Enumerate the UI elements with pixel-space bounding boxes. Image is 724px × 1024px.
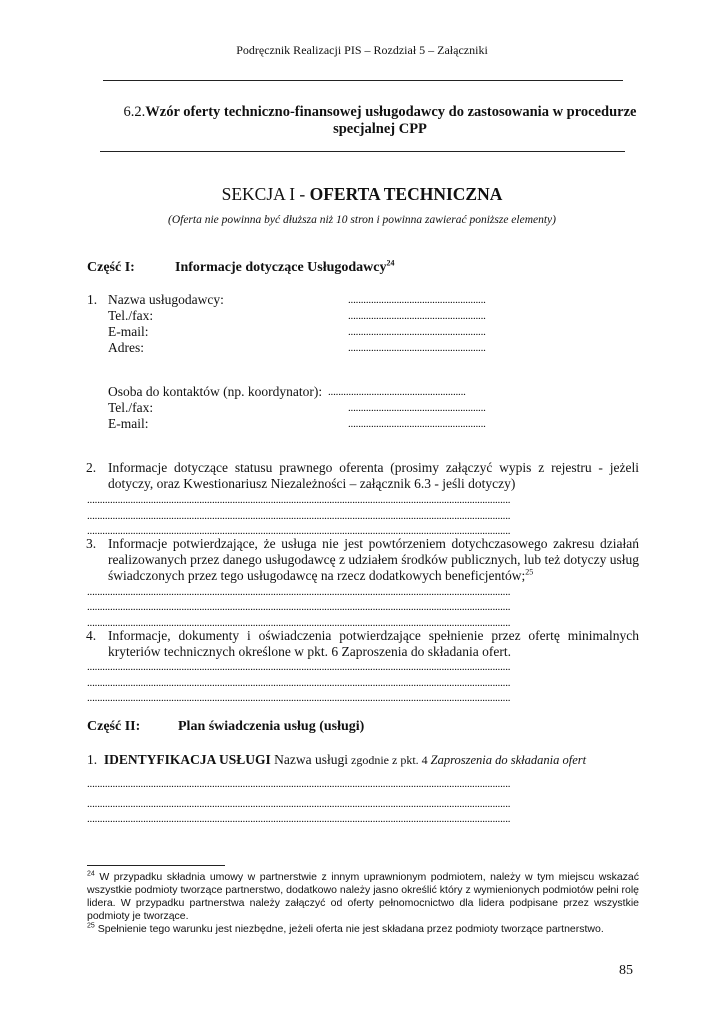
fill-line-item3-2: ......................................................................................................................................................................: [87, 601, 511, 613]
fill-line-item2-2: ......................................................................................................................................................................: [87, 510, 511, 522]
fill-line-item4-2: ......................................................................................................................................................................: [87, 677, 511, 689]
field-label-email: E-mail:: [108, 324, 149, 339]
part2-item1-small: zgodnie z pkt. 4: [348, 753, 431, 767]
fill-line-name: ......................................................: [348, 294, 486, 306]
fill-line-contact-telfax: ......................................................: [348, 402, 486, 414]
item3-number: 3.: [86, 536, 97, 551]
field-label-address: Adres:: [108, 340, 144, 355]
title-number: 6.2.: [123, 104, 146, 120]
section-subtitle: (Oferta nie powinna być dłuższa niż 10 stron i powinna zawierać poniższe elementy): [168, 214, 556, 226]
part1-label: Część I:: [87, 260, 135, 275]
part2-item1-italic: Zaproszenia do składania ofert: [430, 753, 587, 767]
part2-title: Plan świadczenia usług (usługi): [178, 719, 365, 734]
footnote-ref-25: 25: [525, 567, 534, 577]
field-label-telfax: Tel./fax:: [108, 308, 154, 323]
item3-text: Informacje potwierdzające, że usługa nie jest powtórzeniem dotychczasowego zakresu działań realizowanych przez danego usługodawcę z udziałem środków publicznych, lub też dotyczy usług świadczonych przez tego usługodawcę na rzecz dodatkowych beneficjentów;: [108, 536, 639, 583]
item4-paragraph: [86, 628, 639, 660]
footnote-separator: [87, 865, 225, 866]
section-heading: [0, 184, 724, 205]
fill-line-item2-1: ......................................................................................................................................................................: [87, 494, 511, 506]
footnote-25-text: Spełnienie tego warunku jest niezbędne, jeżeli oferta nie jest składana przez podmioty tworzące partnerstwo.: [94, 923, 604, 935]
document-title: [100, 104, 660, 138]
header-rule: [103, 80, 623, 81]
fill-line-part2-1: ......................................................................................................................................................................: [87, 778, 511, 790]
section-prefix: SEKCJA I -: [221, 184, 310, 204]
page-number: 85: [619, 963, 633, 978]
field-label-name: Nazwa usługodawcy:: [108, 292, 224, 307]
part2-item1-text: Nazwa usługi: [270, 752, 349, 767]
field-label-contact: Osoba do kontaktów (np. koordynator):: [108, 384, 323, 399]
part2-item1: [87, 752, 586, 768]
fill-line-item4-3: ......................................................................................................................................................................: [87, 692, 511, 704]
footnote-24-text: W przypadku składnia umowy w partnerstwie z innym uprawnionym podmiotem, należy w tym miejscu wskazać wszystkie podmioty tworzące partnerstwo, dodatkowo należy jasno określić który z wymienionych podmiotów pełni rolę lidera. W przypadku partnerstwa należy załączyć od oferty pełnomocnictwo dla lidera podpisane przez wszystkie podmioty je tworzące.: [87, 871, 639, 922]
section-title: OFERTA TECHNICZNA: [309, 184, 503, 204]
fill-line-item3-1: ......................................................................................................................................................................: [87, 586, 511, 598]
footnote-24-marker: 24: [87, 870, 95, 878]
item2-paragraph: [86, 460, 639, 492]
footnote-25-marker: 25: [87, 922, 95, 930]
item4-text: Informacje, dokumenty i oświadczenia potwierdzające spełnienie przez ofertę minimalnych kryteriów technicznych określone w pkt. 6 Zaproszenia do składania ofert.: [108, 628, 639, 659]
title-rule: [100, 151, 625, 152]
item2-text: Informacje dotyczące statusu prawnego oferenta (prosimy załączyć wypis z rejestru - jeżeli dotyczy, oraz Kwestionariusz Niezależności – załącznik 6.3 - jeśli dotyczy): [108, 460, 639, 491]
item4-number: 4.: [86, 628, 97, 643]
part2-item1-bold: IDENTYFIKACJA USŁUGI: [103, 752, 271, 767]
item2-number: 2.: [86, 460, 97, 475]
fill-line-contact: ......................................................: [328, 386, 466, 398]
fill-line-item3-3: ......................................................................................................................................................................: [87, 617, 511, 629]
footnote-25: [87, 923, 639, 936]
part1-title: [175, 260, 395, 276]
fill-line-address: ......................................................: [348, 342, 486, 354]
part2-item1-number: 1.: [87, 752, 98, 767]
fill-line-contact-email: ......................................................: [348, 418, 486, 430]
fill-line-telfax: ......................................................: [348, 310, 486, 322]
running-header: Podręcznik Realizacji PIS – Rozdział 5 – Załączniki: [236, 43, 488, 57]
part2-label: Część II:: [87, 719, 141, 734]
fill-line-item4-1: ......................................................................................................................................................................: [87, 661, 511, 673]
footnote-ref-24: 24: [386, 258, 395, 268]
fill-line-email: ......................................................: [348, 326, 486, 338]
field-label-contact-telfax: Tel./fax:: [108, 400, 154, 415]
part1-title-text: Informacje dotyczące Usługodawcy: [175, 260, 387, 275]
fill-line-item2-3: ......................................................................................................................................................................: [87, 525, 511, 537]
fill-line-part2-2: ......................................................................................................................................................................: [87, 798, 511, 810]
item3-paragraph: [86, 536, 639, 584]
fill-line-part2-3: ......................................................................................................................................................................: [87, 813, 511, 825]
field-label-contact-email: E-mail:: [108, 416, 149, 431]
item1-number: 1.: [87, 292, 98, 307]
title-text: Wzór oferty techniczno-finansowej usługodawcy do zastosowania w procedurze specjalnej CPP: [145, 104, 637, 137]
footnote-24: [87, 871, 639, 923]
